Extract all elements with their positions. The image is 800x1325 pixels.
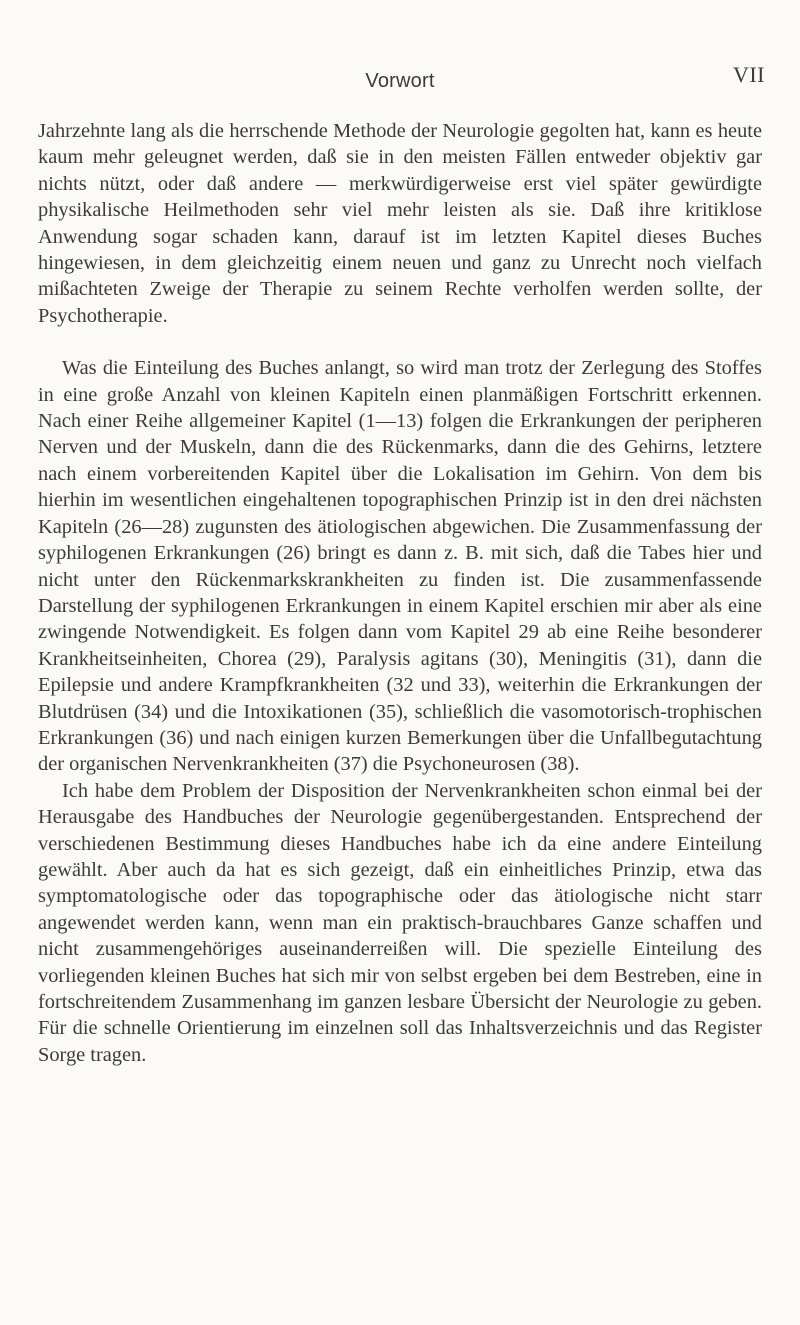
running-title: Vorwort (365, 70, 435, 92)
page-number: VII (732, 62, 765, 87)
paragraph-2: Was die Einteilung des Buches anlangt, so wird man trotz der Zerlegung des Stoffes in eine große Anzahl von kleinen Kapiteln einen planmäßigen Fortschritt erkennen. Nach einer Reihe allgemeiner Kapitel (1—13) folgen die Erkrankungen der peripheren Nerven und der Muskeln, dann die des Rückenmarks, dann die des Gehirns, letztere nach einem vorbereitenden Kapitel über die Lokalisation im Gehirn. Von dem bis hierhin im wesentlichen eingehaltenen topographischen Prinzip ist in den drei nächsten Kapiteln (26—28) zugunsten des ätiologischen abgewichen. Die Zusammenfassung der syphilogenen Erkrankungen (26) bringt es dann z. B. mit sich, daß die Tabes hier und nicht unter den Rückenmarkskrankheiten zu finden ist. Die zusammenfassende Darstellung der syphilogenen Erkrankungen in einem Kapitel erschien mir aber als eine zwingende Notwendigkeit. Es folgen dann vom Kapitel 29 ab eine Reihe besonderer Krankheitseinheiten, Chorea (29), Paralysis agitans (30), Meningitis (31), dann die Epilepsie und andere Krampfkrankheiten (32 und 33), weiterhin die Erkrankungen der Blutdrüsen (34) und die Intoxikationen (35), schließlich die vasomotorisch-trophischen Erkrankungen (36) und nach einigen kurzen Bemerkungen über die Unfallbegutachtung der organischen Nervenkrankheiten (37) die Psychoneurosen (38). (38, 357, 762, 776)
paragraph-1: Jahrzehnte lang als die herrschende Methode der Neurologie gegolten hat, kann es heute kaum mehr geleugnet werden, daß sie in den meisten Fällen entweder objektiv gar nichts nützt, oder daß andere — merkwürdigerweise erst viel später gewürdigte physikalische Heilmethoden sehr viel mehr leisten als sie. Daß ihre kritiklose Anwendung sogar schaden kann, darauf ist im letzten Kapitel dieses Buches hingewiesen, in dem gleichzeitig einem neuen und ganz zu Unrecht noch vielfach mißachteten Zweige der Therapie zu seinem Rechte verholfen werden sollte, der Psychotherapie. (38, 120, 762, 327)
paragraph-3: Ich habe dem Problem der Disposition der Nervenkrankheiten schon einmal bei der Herausgabe des Handbuches der Neurologie gegenübergestanden. Entsprechend der verschiedenen Bestimmung dieses Handbuches habe ich da eine andere Einteilung gewählt. Aber auch da hat es sich gezeigt, daß ein einheitliches Prinzip, etwa das symptomatologische oder das topographische oder das ätiologische nicht starr angewendet werden kann, wenn man ein praktisch-brauchbares Ganze schaffen und nicht zusammengehöriges auseinanderreißen will. Die spezielle Einteilung des vorliegenden kleinen Buches hat sich mir von selbst ergeben bei dem Bestreben, eine in fortschreitendem Zusammenhang im ganzen lesbare Übersicht der Neurologie zu geben. Für die schnelle Orientierung im einzelnen soll das Inhaltsverzeichnis und das Register Sorge tragen. (38, 779, 762, 1066)
body-text (38, 118, 762, 1068)
page-header (0, 62, 800, 104)
